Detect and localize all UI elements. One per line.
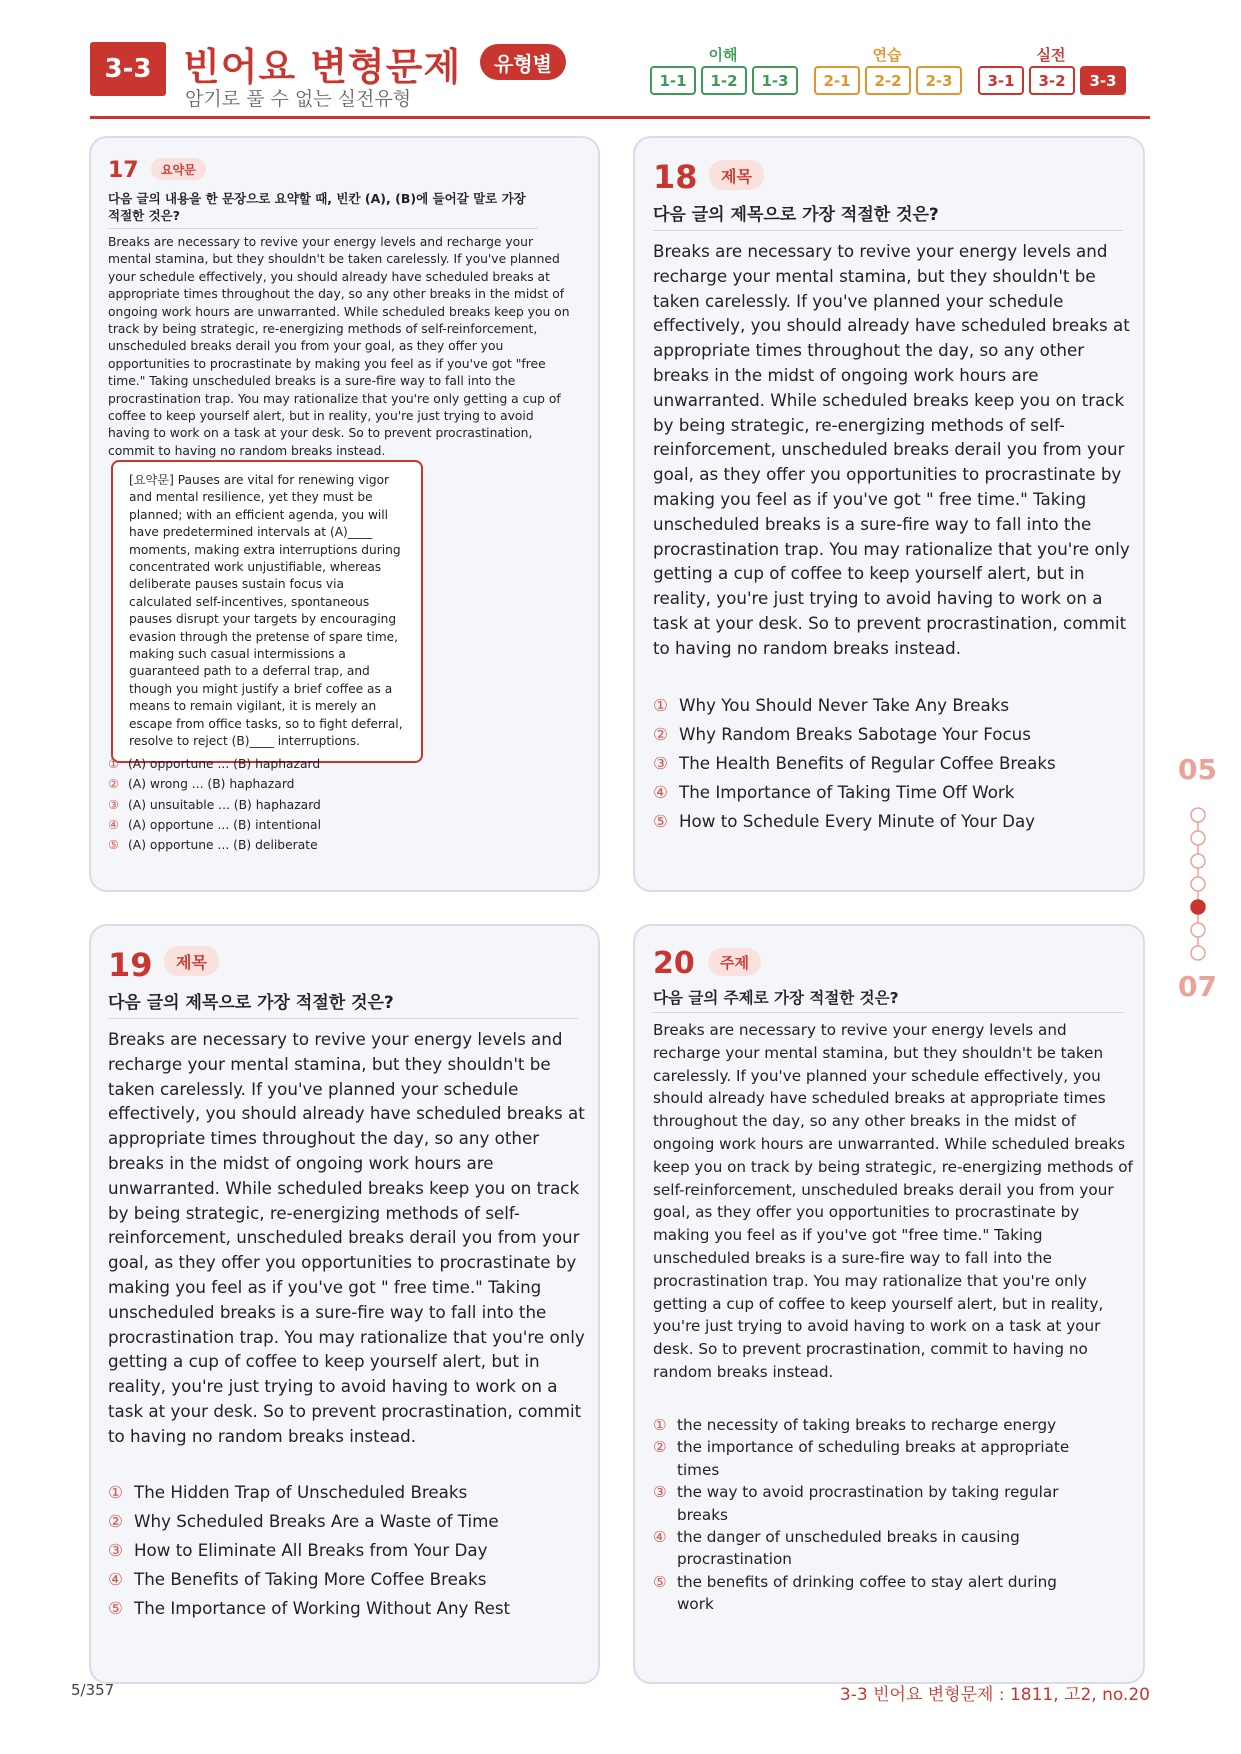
question-type-tag: 제목	[709, 160, 764, 190]
option-text: the benefits of drinking coffee to stay alert during work	[677, 1572, 1057, 1614]
answer-option[interactable]	[653, 807, 1123, 836]
option-text: The Health Benefits of Regular Coffee Breaks	[679, 753, 1056, 774]
answer-option[interactable]	[653, 1481, 1093, 1526]
question-type-tag: 제목	[164, 946, 219, 976]
level-chip-2-2[interactable]: 2-2	[865, 66, 911, 95]
option-number: ③	[653, 1483, 667, 1502]
question-number: 18	[653, 158, 698, 196]
option-number: ②	[653, 724, 668, 745]
option-text: (A) wrong ... (B) haphazard	[128, 777, 295, 792]
option-text: The Importance of Working Without Any Rest	[134, 1598, 511, 1619]
page-number: 5/357	[71, 1681, 115, 1699]
option-number: ③	[108, 797, 120, 812]
option-number: ①	[653, 1416, 667, 1434]
rail-dot	[1191, 808, 1205, 822]
rail-dot	[1191, 923, 1205, 937]
level-chip-2-1[interactable]: 2-1	[814, 66, 860, 95]
level-label: 이해	[708, 46, 738, 64]
option-text: the importance of scheduling breaks at appropriate times	[677, 1438, 1070, 1479]
option-number: ⑤	[108, 1598, 123, 1619]
level-label: 실전	[1036, 46, 1066, 64]
question-divider	[108, 228, 538, 229]
header-divider	[90, 116, 1150, 119]
answer-option[interactable]	[108, 774, 548, 794]
answer-option[interactable]	[653, 1571, 1093, 1616]
passage-text: Breaks are necessary to revive your energy levels and recharge your mental stamina, but they shouldn't be taken carelessly. If you've planned your schedule effectively, you should already have scheduled breaks at appropriate times throughout the day, so any other breaks in the midst of ongoing work hours are unwarranted. While scheduled breaks keep you on track by being strategic, re-energizing methods of self-reinforcement, unscheduled breaks derail you from your goal, as they offer you opportunities to procrastinate by making you feel as if you've got " free time." Taking unscheduled breaks is a sure-fire way to fall into the procrastination trap. You may rationalize that you're only getting a cup of coffee to keep yourself alert, but in reality, you're just trying to avoid having to work on a task at your desk. So to prevent procrastination, commit to having no random breaks instead.	[653, 241, 1130, 658]
level-chip-3-1[interactable]: 3-1	[978, 66, 1024, 95]
option-text: How to Eliminate All Breaks from Your Day	[134, 1540, 488, 1561]
option-number: ②	[108, 1511, 123, 1532]
option-number: ③	[653, 753, 668, 774]
level-chip-1-2[interactable]: 1-2	[701, 66, 747, 95]
question-text: 다음 글의 제목으로 가장 적절한 것은?	[108, 993, 394, 1013]
question-type-tag: 주제	[708, 948, 761, 976]
option-text: The Importance of Taking Time Off Work	[679, 782, 1015, 803]
level-chip-1-3[interactable]: 1-3	[752, 66, 798, 95]
passage-text: Breaks are necessary to revive your energy levels and recharge your mental stamina, but they shouldn't be taken carelessly. If you've planned your schedule effectively, you should already have scheduled breaks at appropriate times throughout the day, so any other breaks in the midst of ongoing work hours are unwarranted. While scheduled breaks keep you on track by being strategic, re-energizing methods of self-reinforcement, unscheduled breaks derail you from your goal, as they offer you opportunities to procrastinate by making you feel as if you've got "free time." Taking unscheduled breaks is a sure-fire way to fall into the procrastination trap. You may rationalize that you're only getting a cup of coffee to keep yourself alert, but in reality, you're just trying to avoid having to work on a task at your desk. So to prevent procrastination, commit to having no random breaks instead.	[108, 235, 570, 458]
answer-option[interactable]	[653, 778, 1123, 807]
rail-dot	[1191, 854, 1205, 868]
summary-box: [요약문] Pauses are vital for renewing vigor and mental resilience, yet they must be planned; with an efficient agenda, you will have predetermined intervals at (A)____ moments, making extra interruptions during concentrated work unjustifiable, whereas deliberate pauses sustain focus via calculated self-incentives, spontaneous pauses disrupt your targets by encouraging evasion through the pretense of spare time, making such casual intermissions a guaranteed path to a deferral trap, and though you might justify a brief coffee as a means to remain vigilant, it is merely an escape from office tasks, so to fight deferral, resolve to reject (B)____ interruptions.	[111, 460, 423, 763]
question-text: 다음 글의 내용을 한 문장으로 요약할 때, 빈칸 (A), (B)에 들어갈 말로 가장 적절한 것은?	[108, 191, 526, 223]
question-text: 다음 글의 제목으로 가장 적절한 것은?	[653, 205, 939, 225]
option-text: the necessity of taking breaks to recharge energy	[677, 1416, 1057, 1434]
option-text: How to Schedule Every Minute of Your Day	[679, 811, 1036, 832]
question-card-19	[89, 924, 600, 1684]
rail-dot	[1191, 946, 1205, 960]
level-label: 연습	[872, 46, 902, 64]
answer-option[interactable]	[108, 795, 548, 815]
question-number: 20	[653, 946, 695, 981]
level-chip-3-3[interactable]: 3-3	[1080, 66, 1126, 95]
option-number: ④	[653, 1528, 667, 1547]
option-text: Why Scheduled Breaks Are a Waste of Time	[134, 1511, 499, 1532]
answer-options	[653, 1414, 1093, 1616]
passage-text: Breaks are necessary to revive your energy levels and recharge your mental stamina, but they shouldn't be taken carelessly. If you've planned your schedule effectively, you should already have scheduled breaks at appropriate times throughout the day, so any other breaks in the midst of ongoing work hours are unwarranted. While scheduled breaks keep you on track by being strategic, re-energizing methods of self-reinforcement, unscheduled breaks derail you from your goal, as they offer you opportunities to procrastinate by making you feel as if you've got " free time." Taking unscheduled breaks is a sure-fire way to fall into the procrastination trap. You may rationalize that you're only getting a cup of coffee to keep yourself alert, but in reality, you're just trying to avoid having to work on a task at your desk. So to prevent procrastination, commit to having no random breaks instead.	[108, 1029, 585, 1446]
question-card-17	[89, 136, 600, 892]
section-badge: 3-3	[90, 42, 166, 96]
option-text: the way to avoid procrastination by taking regular breaks	[677, 1483, 1059, 1524]
answer-option[interactable]	[108, 835, 548, 855]
question-divider	[653, 1012, 1123, 1013]
rail-dot-active	[1191, 900, 1205, 914]
answer-options	[108, 1478, 578, 1623]
option-text: (A) opportune ... (B) intentional	[128, 817, 321, 832]
type-badge: 유형별	[480, 44, 566, 80]
page-header	[90, 38, 1150, 118]
answer-option[interactable]	[653, 749, 1123, 778]
answer-options	[108, 754, 548, 855]
question-card-18	[633, 136, 1145, 892]
option-number: ④	[653, 782, 668, 803]
option-number: ⑤	[653, 811, 668, 832]
option-text: (A) opportune ... (B) haphazard	[128, 757, 321, 771]
option-number: ⑤	[108, 838, 120, 853]
level-chip-1-1[interactable]: 1-1	[650, 66, 696, 95]
question-card-20	[633, 924, 1145, 1684]
option-number: ⑤	[653, 1572, 667, 1591]
page-title: 빈어요 변형문제	[183, 45, 462, 89]
answer-option[interactable]	[108, 1507, 578, 1536]
question-divider	[653, 230, 1123, 231]
question-number: 19	[108, 946, 153, 984]
question-divider	[108, 1018, 578, 1019]
option-text: Why You Should Never Take Any Breaks	[679, 695, 1010, 715]
answer-option[interactable]	[108, 815, 548, 835]
answer-option[interactable]	[653, 720, 1123, 749]
option-number: ①	[108, 1482, 123, 1502]
option-number: ④	[108, 1569, 123, 1590]
level-chip-2-3[interactable]: 2-3	[916, 66, 962, 95]
rail-start-label: 05	[1178, 753, 1217, 786]
answer-option[interactable]	[653, 691, 1123, 720]
rail-dot	[1191, 877, 1205, 891]
answer-option[interactable]	[108, 754, 548, 774]
option-number: ③	[108, 1540, 123, 1561]
option-text: The Hidden Trap of Unscheduled Breaks	[134, 1482, 468, 1502]
answer-options	[653, 691, 1123, 836]
option-text: (A) opportune ... (B) deliberate	[128, 838, 318, 853]
rail-end-label: 07	[1178, 970, 1217, 1003]
rail-dot	[1191, 831, 1205, 845]
option-text: (A) unsuitable ... (B) haphazard	[128, 797, 321, 812]
page-subtitle: 암기로 풀 수 없는 실전유형	[185, 88, 412, 110]
option-text: The Benefits of Taking More Coffee Breaks	[134, 1569, 487, 1590]
answer-option[interactable]	[653, 1414, 1093, 1436]
progress-rail	[1188, 805, 1208, 965]
answer-option[interactable]	[108, 1594, 578, 1623]
option-text: the danger of unscheduled breaks in causing procrastination	[677, 1528, 1020, 1569]
level-chip-3-2[interactable]: 3-2	[1029, 66, 1075, 95]
answer-option[interactable]	[653, 1436, 1093, 1481]
answer-option[interactable]	[108, 1478, 578, 1507]
option-number: ④	[108, 817, 120, 832]
option-number: ②	[108, 777, 120, 792]
question-type-tag: 요약문	[151, 158, 206, 180]
question-text: 다음 글의 주제로 가장 적절한 것은?	[653, 989, 899, 1007]
option-number: ①	[653, 695, 668, 715]
answer-option[interactable]	[653, 1526, 1093, 1571]
option-text: Why Random Breaks Sabotage Your Focus	[679, 724, 1031, 745]
option-number: ②	[653, 1438, 667, 1457]
answer-option[interactable]	[108, 1565, 578, 1594]
question-number: 17	[108, 158, 139, 183]
source-footer: 3-3 빈어요 변형문제 : 1811, 고2, no.20	[839, 1685, 1150, 1705]
answer-option[interactable]	[108, 1536, 578, 1565]
option-number: ①	[108, 757, 120, 771]
passage-text: Breaks are necessary to revive your energy levels and recharge your mental stamina, but they shouldn't be taken carelessly. If you've planned your schedule effectively, you should already have scheduled breaks at appropriate times throughout the day, so any other breaks in the midst of ongoing work hours are unwarranted. While scheduled breaks keep you on track by being strategic, re-energizing methods of self-reinforcement, unscheduled breaks derail you from your goal, as they offer you opportunities to procrastinate by making you feel as if you've got "free time." Taking unscheduled breaks is a sure-fire way to fall into the procrastination trap. You may rationalize that you're only getting a cup of coffee to keep yourself alert, but in reality, you're just trying to avoid having to work on a task at your desk. So to prevent procrastination, commit to having no random breaks instead.	[653, 1021, 1133, 1381]
